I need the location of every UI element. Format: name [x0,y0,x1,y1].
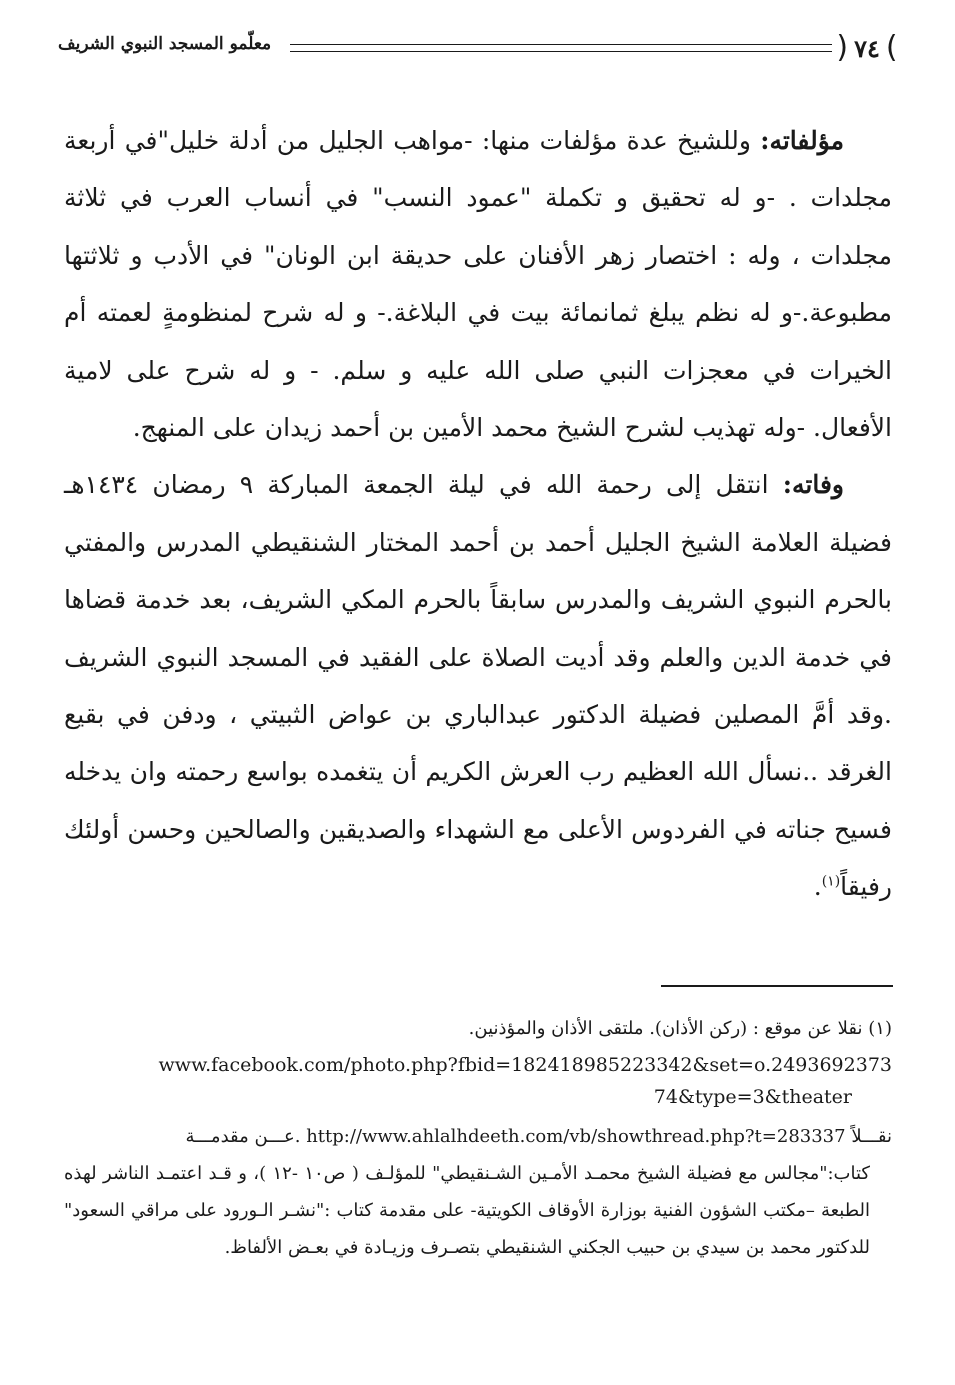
footnote-1-url-continued[interactable]: 74&type=3&theater [653,1086,852,1108]
paragraph-heading-works: مؤلفاته: [760,126,844,155]
footnote-1-forum-url[interactable]: http://www.ahlalhdeeth.com/vb/showthread.php?t=283337 [306,1126,846,1147]
right-bracket-ornament: ( [836,30,849,65]
footnote-1-quote-source [64,1118,892,1155]
footnote-reference[interactable]: (١) [821,873,841,890]
paragraph-death-end: . [813,872,822,902]
paragraph-death [64,456,892,915]
page-number [836,28,898,68]
paragraph-works-text: وللشيخ عدة مؤلفات منها: -مواهب الجليل من أدلة خليل"في أربعة مجلدات . -و له تحقيق و تكملة "عمود النسب" في أنساب العرب في ثلاثة مجلدات ، وله : اختصار زهر الأفنان على حديقة ابن الونان" في الأدب و ثلاثتها مطبوعة.-و له نظم يبلغ ثمانمائة بيت في البلاغة.- و له شرح لمنظومةٍ لعمته أم الخيرات في معجزات النبي صلى الله عليه و سلم. - و له شرح على لامية الأفعال. -وله تهذيب لشرح الشيخ محمد الأمين بن أحمد زيدان على المنهج. [64,126,892,443]
page-header [58,28,898,72]
footnotes [64,1010,892,1266]
footnote-1-quote-suffix: .عـــن مقدمـــة [185,1126,307,1147]
paragraph-works [64,112,892,456]
left-bracket-ornament: ) [885,30,898,65]
running-title: معلّمو المسجد النبوي الشريف [58,34,272,54]
footnote-1-url[interactable]: www.facebook.com/photo.php?fbid=182418985223342&set=o.2493692373 [158,1054,892,1076]
footnote-1-quote-prefix: نقـــلاً [845,1126,892,1147]
page-number-value: ٧٤ [854,33,880,63]
header-double-rule [290,44,832,52]
paragraph-heading-death: وفاته: [782,470,844,500]
paragraph-death-text: انتقل إلى رحمة الله في ليلة الجمعة المباركة ٩ رمضان ١٤٣٤هـ فضيلة العلامة الشيخ الجليل أحمد بن أحمد المختار الشنقيطي المدرس والمفتي بالحرم النبوي الشريف والمدرس سابقاً بالحرم المكي الشريف، بعد خدمة قضاها في خدمة الدين والعلم وقد أديت الصلاة على الفقيد في المسجد النبوي الشريف .وقد أمَّ المصلين فضيلة الدكتور عبدالباري بن عواض الثبيتي ، ودفن في بقيع الغرقد ..نسأل الله العظيم رب العرش الكريم أن يتغمده بواسع رحمته وان يدخله فسيح جناته في الفردوس الأعلى مع الشهداء والصديقين والصالحين وحسن أولئك رفيقاً [64,470,892,902]
main-text [64,112,892,916]
footnote-separator [661,985,893,987]
footnote-1-source: (١) نقلا عن موقع : (ركن الأذان). ملتقى الأذان والمؤذنين. [468,1018,892,1039]
footnote-1-body: كتاب:"مجالس مع فضيلة الشيخ محمـد الأمـين الشـنقيطي" للمؤلـف ( ص١٠ -١٢ )، و قـد اعتمـد الناشر لهذه الطبعة –مكتب الشؤون الفنية بوزارة الأوقاف الكويتية- على مقدمة كتاب :"نشـر الـورود على مراقي السعود" للدكتور محمد بن سيدي بن حبيب الجكني الشنقيطي بتصـرف وزيـادة في بعـض الألفاظ. [64,1163,870,1258]
